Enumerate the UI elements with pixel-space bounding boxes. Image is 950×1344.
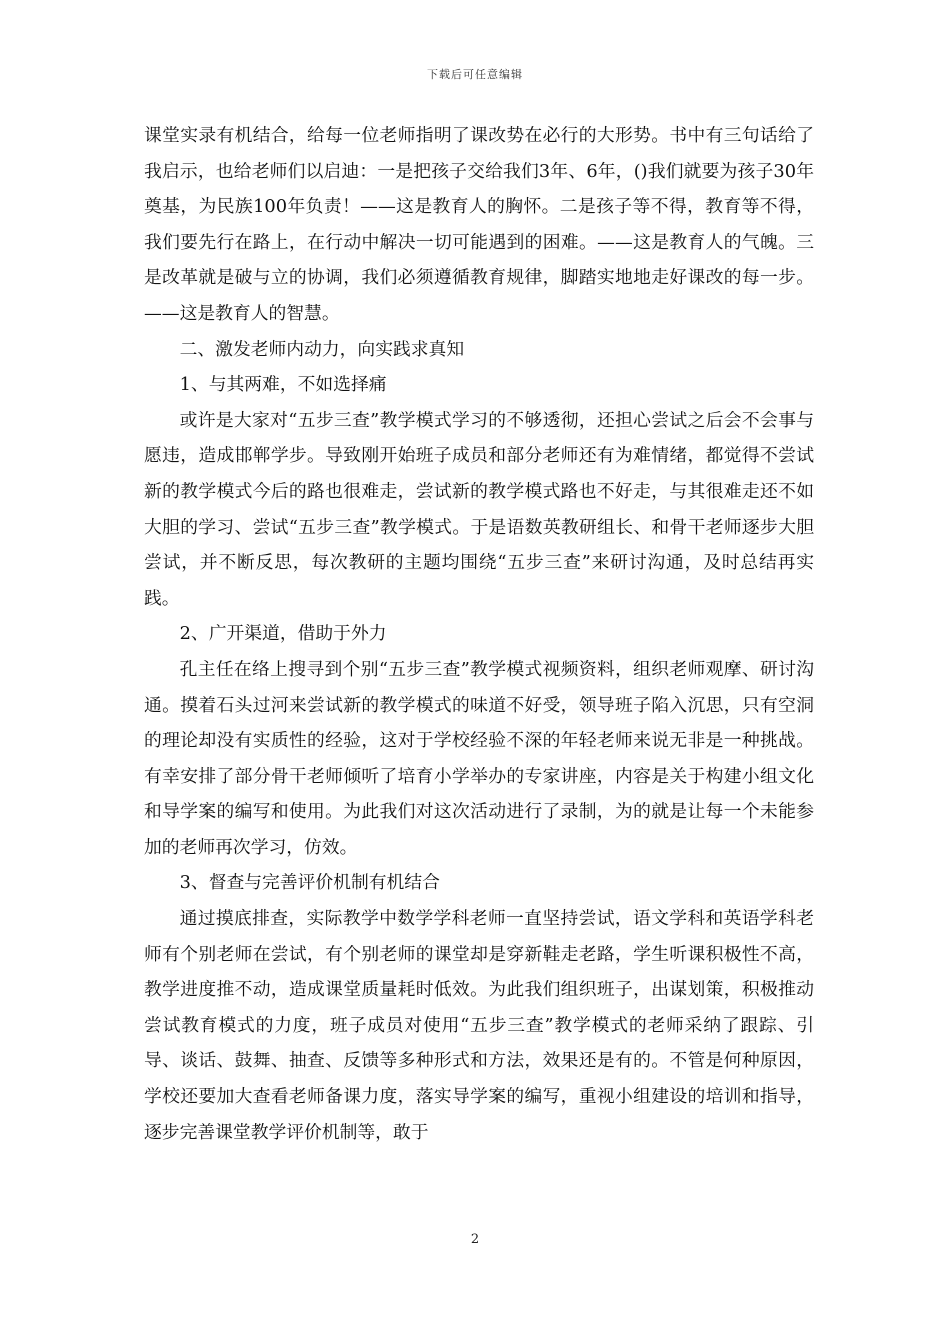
paragraph-try-model: 或许是大家对“五步三查”教学模式学习的不够透彻，还担心尝试之后会不会事与愿违，造成邯郸学步。导致刚开始班子成员和部分老师还有为难情绪，都觉得不尝试新的教学模式今后的路也很难走，尝试新的教学模式路也不好走，与其很难走还不如大胆的学习、尝试“五步三查”教学模式。于是语数英教研组长、和骨干老师逐步大胆尝试，并不断反思，每次教研的主题均围绕“五步三查”来研讨沟通，及时总结再实践。 xyxy=(144,409,814,609)
paragraph-course-reform: 课堂实录有机结合，给每一位老师指明了课改势在必行的大形势。书中有三句话给了我启示，也给老师们以启迪：一是把孩子交给我们3年、6年，()我们就要为孩子30年奠基，为民族100年负责！——这是教育人的胸怀。二是孩子等不得，教育等不得，我们要先行在路上，在行动中解决一切可能遇到的困难。——这是教育人的气魄。三是改革就是破与立的协调，我们必须遵循教育规律，脚踏实地地走好课改的每一步。——这是教育人的智慧。 xyxy=(144,125,814,324)
page-header: 下载后可任意编辑 xyxy=(427,68,523,81)
paragraph-external-help: 孔主任在络上搜寻到个别“五步三查”教学模式视频资料，组织老师观摩、研讨沟通。摸着石头过河来尝试新的教学模式的味道不好受，领导班子陷入沉思，只有空洞的理论却没有实质性的经验，这对于学校经验不深的年轻老师来说无非是一种挑战。有幸安排了部分骨干老师倾听了培育小学举办的专家讲座，内容是关于构建小组文化和导学案的编写和使用。为此我们对这次活动进行了录制，为的就是让每一个未能参加的老师再次学习，仿效。 xyxy=(144,658,814,858)
subheading-1: 1、与其两难，不如选择痛 xyxy=(179,374,387,396)
body-text xyxy=(144,118,814,1150)
page-number: 2 xyxy=(470,1232,480,1247)
paragraph-supervision: 通过摸底排查，实际教学中数学学科老师一直坚持尝试，语文学科和英语学科老师有个别老师在尝试，有个别老师的课堂却是穿新鞋走老路，学生听课积极性不高，教学进度推不动，造成课堂质量耗时低效。为此我们组织班子，出谋划策，积极推动尝试教育模式的力度，班子成员对使用“五步三查”教学模式的老师采纳了跟踪、引导、谈话、鼓舞、抽查、反馈等多种形式和方法，效果还是有的。不管是何种原因，学校还要加大查看老师备课力度，落实导学案的编写，重视小组建设的培训和指导，逐步完善课堂教学评价机制等，敢于 xyxy=(144,908,814,1143)
subheading-3: 3、督查与完善评价机制有机结合 xyxy=(179,872,440,894)
subheading-2: 2、广开渠道，借助于外力 xyxy=(179,623,387,645)
section-heading-2: 二、激发老师内动力，向实践求真知 xyxy=(179,338,465,360)
